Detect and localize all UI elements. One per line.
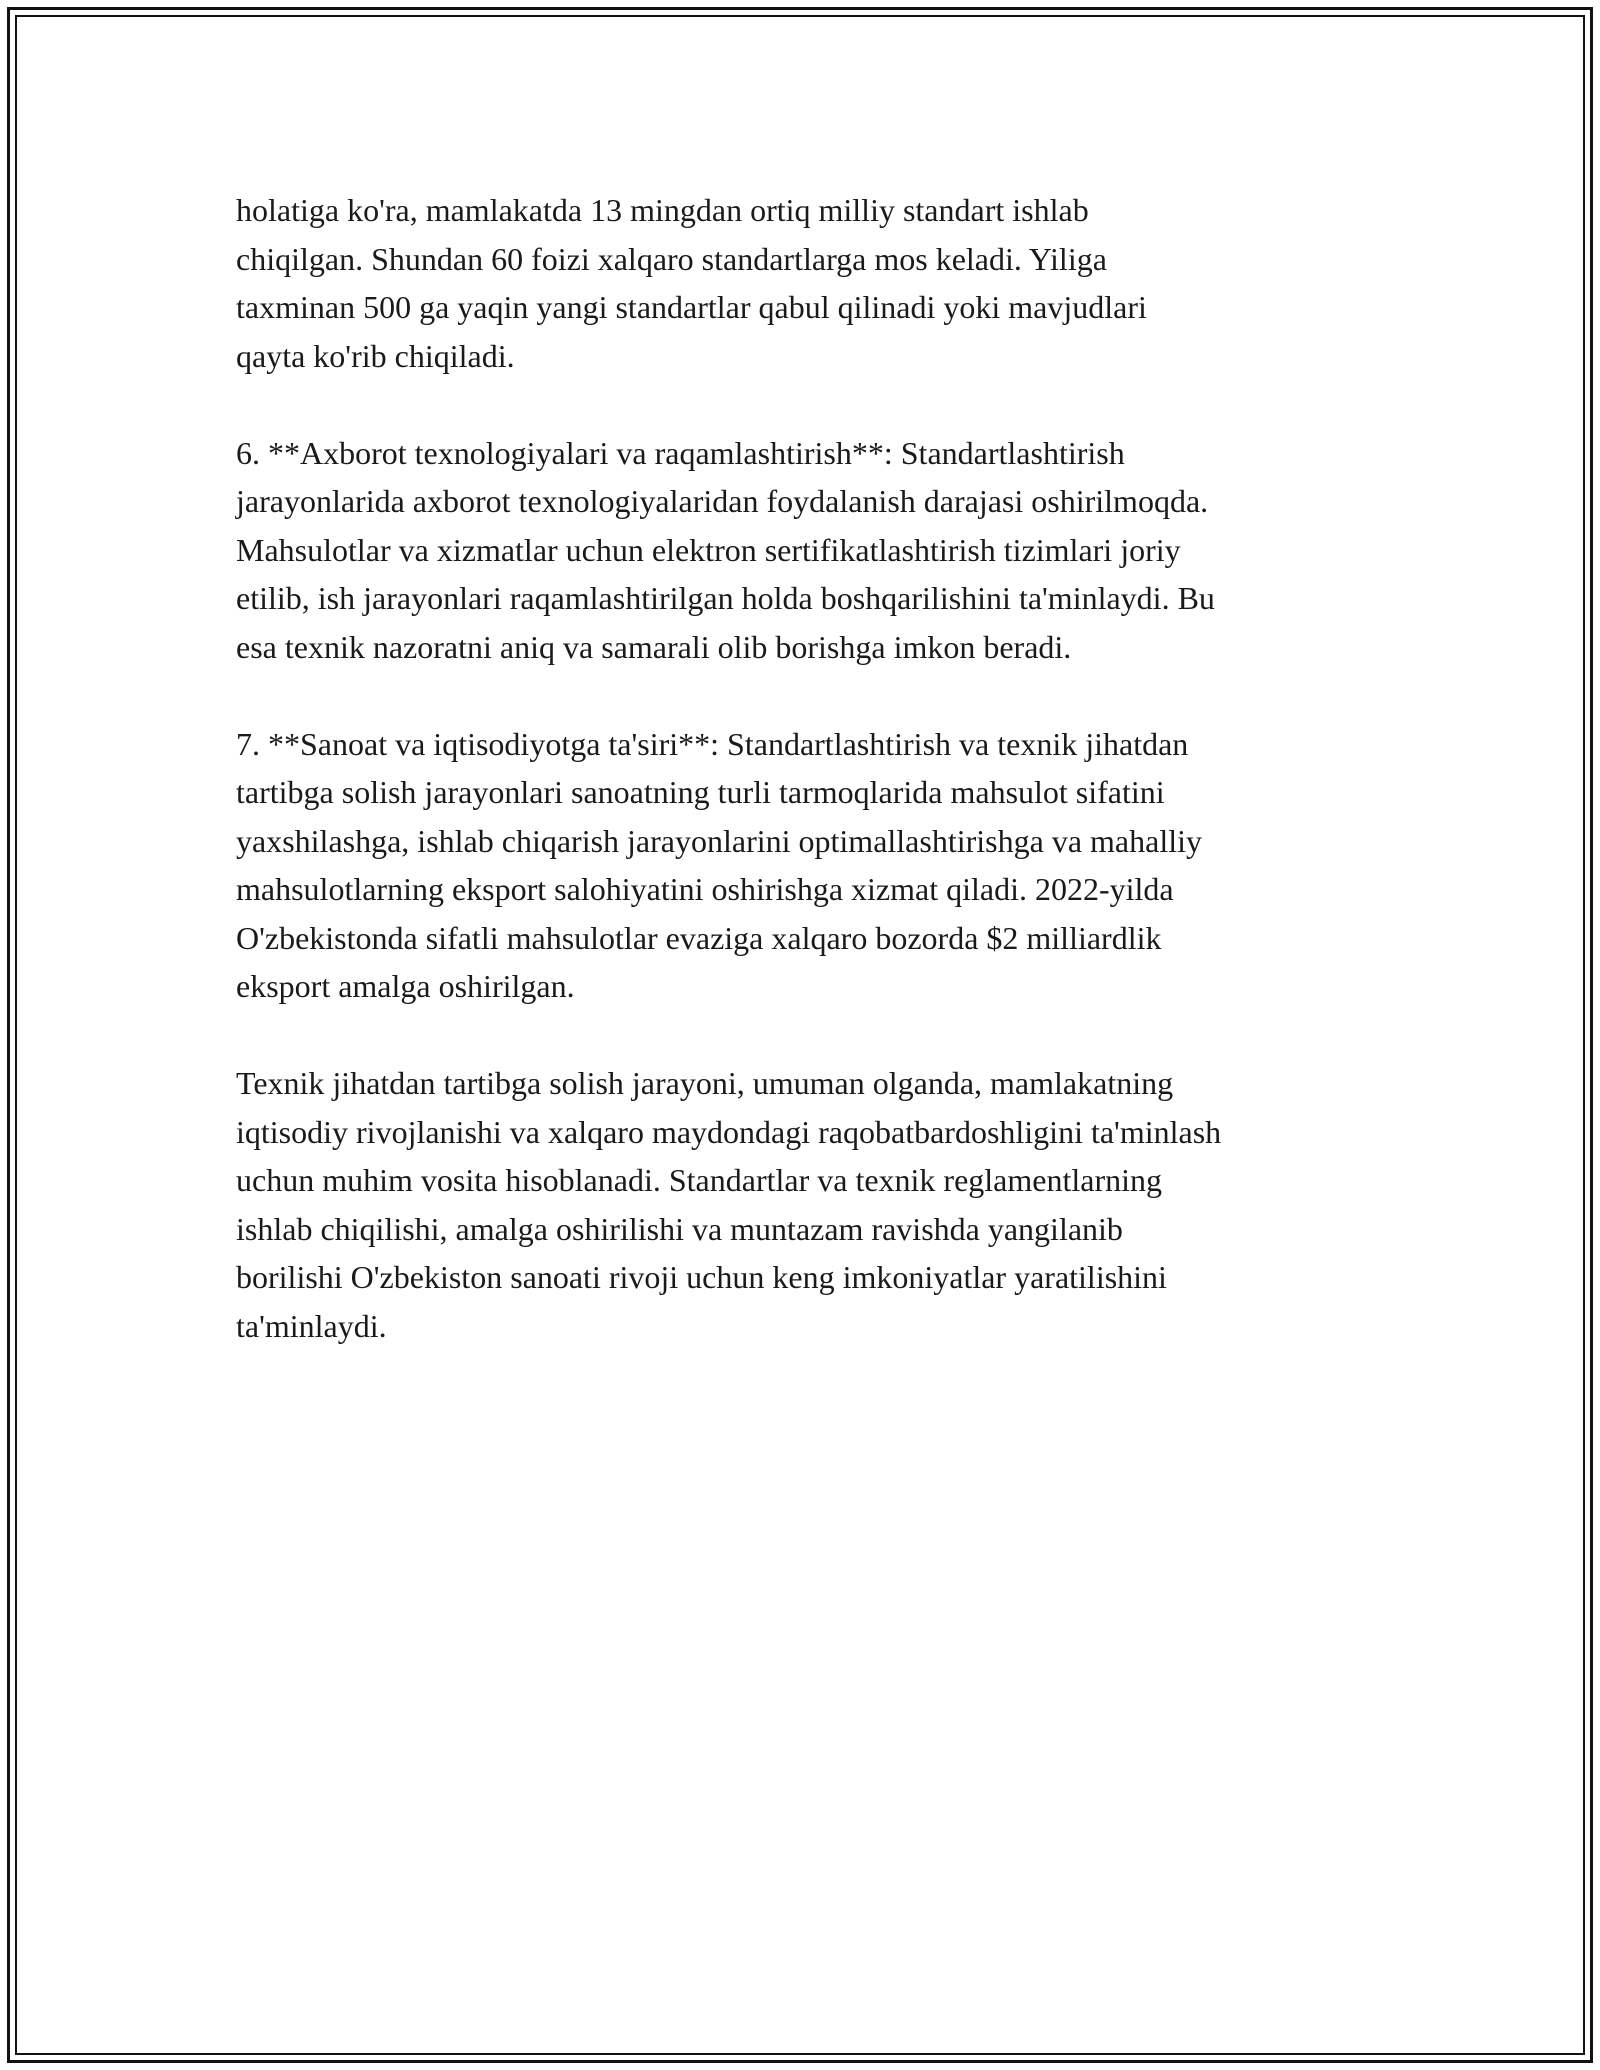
paragraph-it-digitalization: 6. **Axborot texnologiyalari va raqamlashtirish**: Standartlashtirish jarayonlarida axborot texnologiyalaridan foydalanish darajasi oshirilmoqda. Mahsulotlar va xizmatlar uchun elektron sertifikatlashtirish tizimlari joriy etilib, ish jarayonlari raqamlashtirilgan holda boshqarilishini ta'minlaydi. Bu esa texnik nazoratni aniq va samarali olib borishga imkon beradi. [236, 434, 1215, 665]
paragraph-industry-economy: 7. **Sanoat va iqtisodiyotga ta'siri**: Standartlashtirish va texnik jihatdan tartibga solish jarayonlari sanoatning turli tarmoqlarida mahsulot sifatini yaxshilashga, ishlab chiqarish jarayonlarini optimallashtirishga va mahalliy mahsulotlarning eksport salohiyatini oshirishga xizmat qiladi. 2022-yilda O'zbekistonda sifatli mahsulotlar evaziga xalqaro bozorda $2 milliardlik eksport amalga oshirilgan. [236, 725, 1202, 1004]
paragraph-conclusion: Texnik jihatdan tartibga solish jarayoni, umuman olganda, mamlakatning iqtisodiy rivojlanishi va xalqaro maydondagi raqobatbardoshligini ta'minlash uchun muhim vosita hisoblanadi. Standartlar va texnik reglamentlarning ishlab chiqilishi, amalga oshirilishi va muntazam ravishda yangilanib borilishi O'zbekiston sanoati rivoji uchun keng imkoniyatlar yaratilishini ta'minlaydi. [236, 1065, 1222, 1344]
document-body [236, 186, 1386, 1350]
paragraph-standards-status: holatiga ko'ra, mamlakatda 13 mingdan ortiq milliy standart ishlab chiqilgan. Shundan 60 foizi xalqaro standartlarga mos keladi. Yiliga taxminan 500 ga yaqin yangi standartlar qabul qilinadi yoki mavjudlari qayta ko'rib chiqiladi. [236, 192, 1147, 374]
